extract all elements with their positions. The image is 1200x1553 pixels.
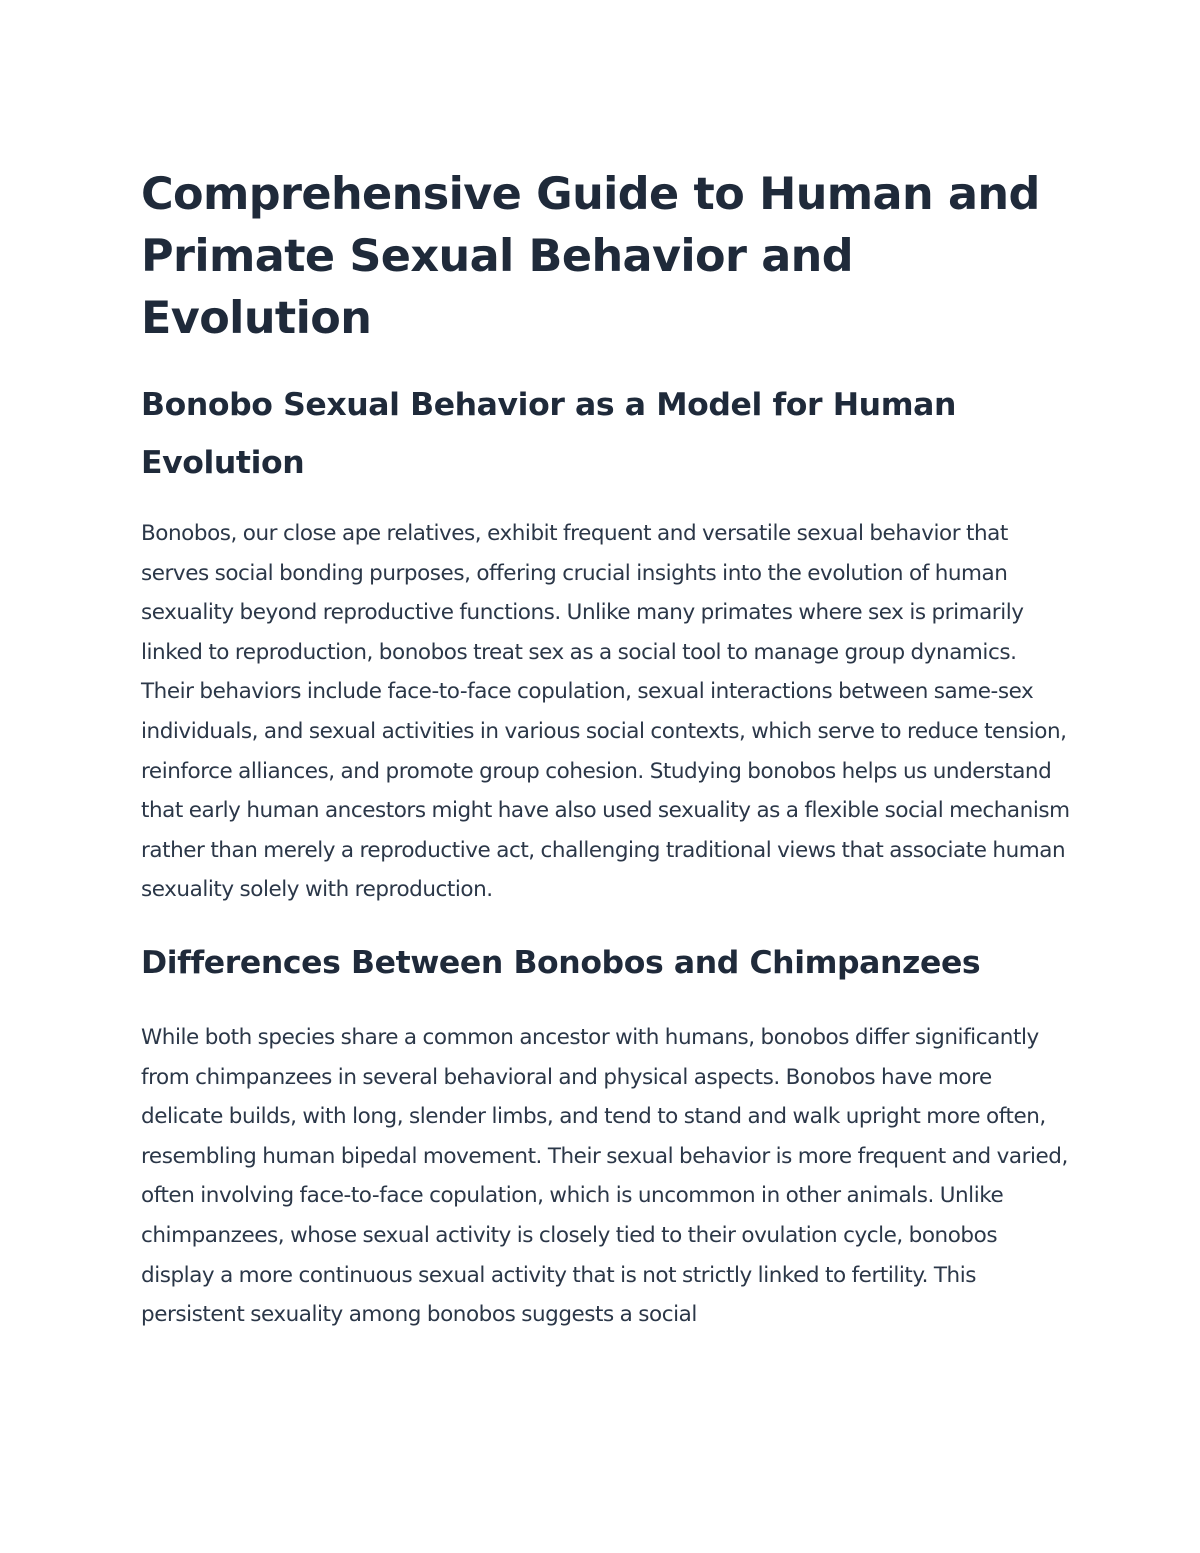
section-heading: Bonobo Sexual Behavior as a Model for Human Evolution: [141, 387, 957, 481]
section-paragraph: While both species share a common ancestor with humans, bonobos differ significantly from chimpanzees in several behavioral and physical aspects. Bonobos have more delicate builds, with long, slender limbs, and tend to stand and walk upright more often, resembling human bipedal movement. Their sexual behavior is more frequent and varied, often involving face-to-face copulation, which is uncommon in other animals. Unlike chimpanzees, whose sexual activity is closely tied to their ovulation cycle, bonobos display a more continuous sexual activity that is not strictly linked to fertility. This persistent sexuality among bonobos suggests a social: [141, 1024, 1068, 1328]
document-page: [141, 164, 1071, 1335]
section-bonobo-behavior: [141, 376, 1071, 910]
section-bonobo-chimpanzee-differences: [141, 934, 1071, 1335]
section-paragraph: Bonobos, our close ape relatives, exhibit frequent and versatile sexual behavior that serves social bonding purposes, offering crucial insights into the evolution of human sexuality beyond reproductive functions. Unlike many primates where sex is primarily linked to reproduction, bonobos treat sex as a social tool to manage group dynamics. Their behaviors include face-to-face copulation, sexual interactions between same-sex individuals, and sexual activities in various social contexts, which serve to reduce tension, reinforce alliances, and promote group cohesion. Studying bonobos helps us understand that early human ancestors might have also used sexuality as a flexible social mechanism rather than merely a reproductive act, challenging traditional views that associate human sexuality solely with reproduction.: [141, 521, 1070, 903]
document-title: Comprehensive Guide to Human and Primate Sexual Behavior and Evolution: [141, 169, 1040, 344]
section-heading: Differences Between Bonobos and Chimpanzees: [141, 944, 981, 981]
